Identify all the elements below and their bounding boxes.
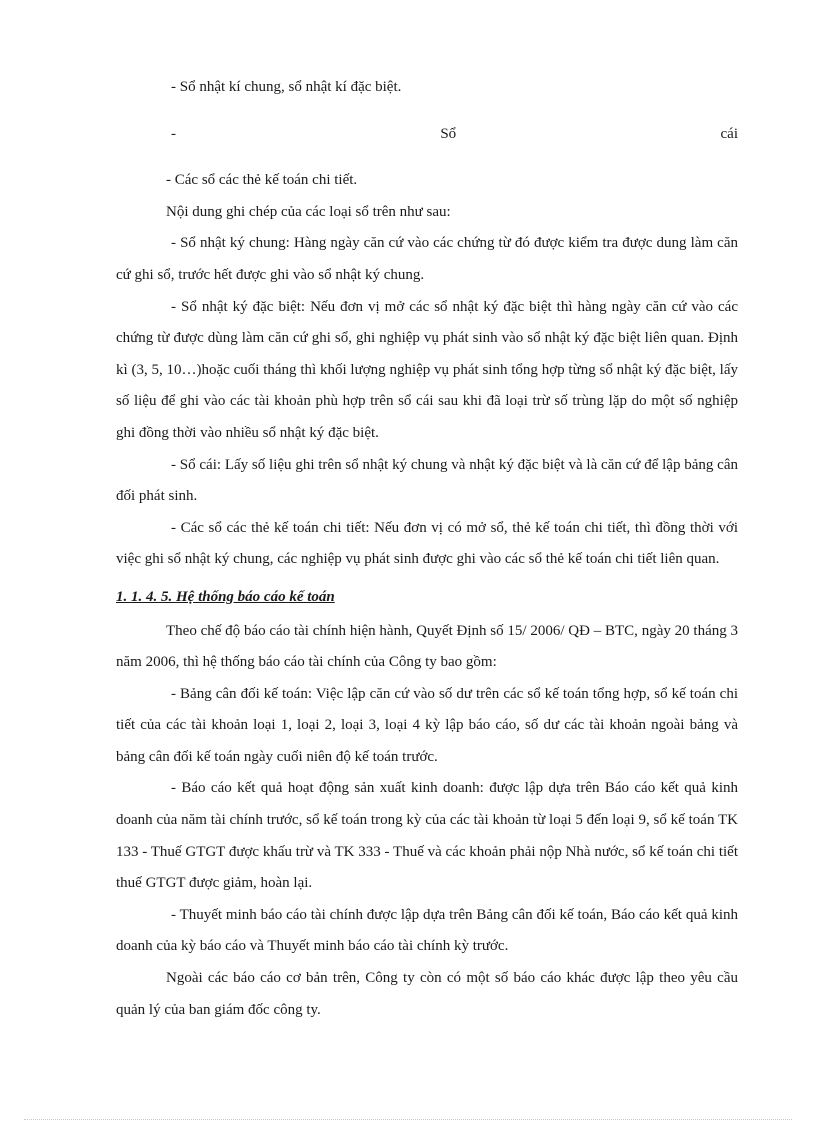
list-item-ledger-word1: Sổ (440, 125, 457, 142)
paragraph-regulation: Theo chế độ báo cáo tài chính hiện hành, Quyết Định số 15/ 2006/ QĐ – BTC, ngày 20 tháng 3 năm 2006, thì hệ thống báo cáo tài chính của Công ty bao gồm: (116, 622, 738, 671)
paragraph-general-journal: - Sổ nhật ký chung: Hàng ngày căn cứ vào các chứng từ đó được kiểm tra được dung làm căn cứ ghi sổ, trước hết được ghi vào sổ nhật ký chung. (116, 235, 738, 283)
paragraph-income-statement: - Báo cáo kết quả hoạt động sản xuất kinh doanh: được lập dựa trên Báo cáo kết quả kinh doanh của năm tài chính trước, sổ kế toán trong kỳ của các tài khoản từ loại 5 đến loại 9, sổ kế toán TK 133 - Thuế GTGT được khấu trừ và TK 333 - Thuế và các khoản phải nộp Nhà nước, sổ kế toán chi tiết thuế GTGT được giảm, hoàn lại. (116, 780, 738, 892)
page-bottom-rule (24, 1119, 792, 1120)
section-heading: 1. 1. 4. 5. Hệ thống báo cáo kế toán (116, 588, 335, 605)
list-item-journal-books: - Sổ nhật kí chung, sổ nhật kí đặc biệt. (171, 79, 402, 95)
list-item-detail-books: - Các sổ các thẻ kế toán chi tiết. (166, 172, 358, 189)
list-item-ledger-dash: - (171, 125, 176, 142)
paragraph-detail-books: - Các sổ các thẻ kế toán chi tiết: Nếu đơn vị có mở sổ, thẻ kế toán chi tiết, thì đồng thời với việc ghi sổ nhật ký chung, các nghiệp vụ phát sinh được ghi vào các sổ thẻ kế toán chi tiết liên quan. (116, 519, 738, 568)
intro-text: Nội dung ghi chép của các loại sổ trên như sau: (166, 203, 451, 220)
document-page (116, 72, 738, 1026)
paragraph-notes: - Thuyết minh báo cáo tài chính được lập dựa trên Bảng cân đối kế toán, Báo cáo kết quả kinh doanh của kỳ báo cáo và Thuyết minh báo cáo tài chính kỳ trước. (116, 906, 738, 955)
list-item-ledger (116, 119, 738, 151)
paragraph-special-journal: - Sổ nhật ký đặc biệt: Nếu đơn vị mở các sổ nhật ký đặc biệt thì hàng ngày căn cứ vào các chứng từ được dùng làm căn cứ ghi sổ, ghi nghiệp vụ phát sinh vào sổ nhật ký đặc biệt liên quan. Định kì (3, 5, 10…)hoặc cuối tháng thì khối lượng nghiệp vụ phát sinh tổng hợp từng sổ nhật ký đặc biệt, lấy số liệu để ghi vào các tài khoản phù hợp trên sổ cái sau khi đã loại trừ số trùng lặp do một số nghiệp ghi đồng thời vào nhiều sổ nhật ký đặc biệt. (116, 298, 738, 441)
paragraph-ledger: - Sổ cái: Lấy số liệu ghi trên sổ nhật ký chung và nhật ký đặc biệt và là căn cứ để lập bảng cân đối phát sinh. (116, 456, 738, 505)
paragraph-balance-sheet: - Bảng cân đối kế toán: Việc lập căn cứ vào số dư trên các sổ kế toán tổng hợp, sổ kế toán chi tiết của các tài khoản loại 1, loại 2, loại 3, loại 4 kỳ lập báo cáo, số dư các tài khoản ngoài bảng và bảng cân đối kế toán ngày cuối niên độ kế toán trước. (116, 685, 738, 765)
paragraph-other-reports: Ngoài các báo cáo cơ bản trên, Công ty còn có một số báo cáo khác được lập theo yêu cầu quản lý của ban giám đốc công ty. (116, 970, 738, 1018)
list-item-ledger-word2: cái (720, 125, 738, 142)
